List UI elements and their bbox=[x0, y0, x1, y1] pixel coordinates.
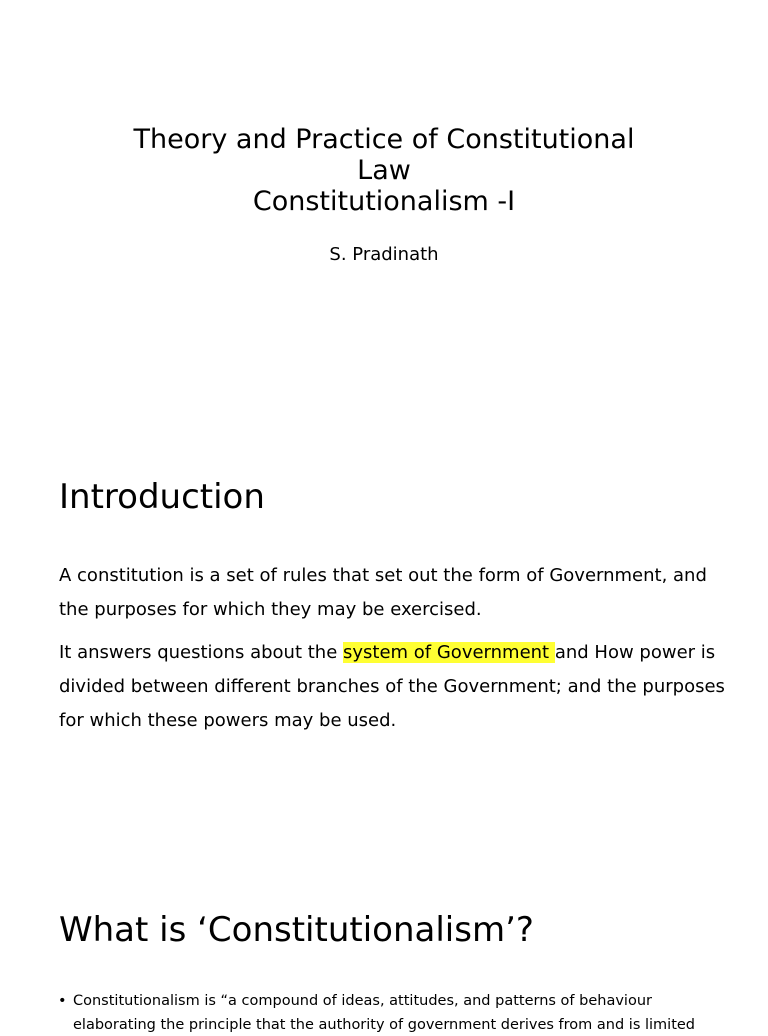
title-line: Law bbox=[357, 155, 411, 186]
paragraph-text: A constitution is a set of rules that set out the form of Government, and the purposes for which they may be exercised. bbox=[59, 565, 707, 620]
bullet-text: Constitutionalism is “a compound of ideas, attitudes, and patterns of behaviour bbox=[73, 993, 652, 1009]
paragraph-text bbox=[59, 636, 729, 738]
paragraph-text-start: It answers questions about the bbox=[59, 642, 343, 663]
constitutionalism-slide bbox=[0, 864, 768, 1033]
slide-heading: What is ‘Constitutionalism’? bbox=[59, 910, 534, 950]
bullet-text-continued: elaborating the principle that the authority of government derives from and is limited bbox=[73, 1017, 695, 1033]
highlighted-text: system of Government bbox=[342, 642, 555, 663]
title-line: Theory and Practice of Constitutional bbox=[133, 124, 635, 155]
bullet-icon: • bbox=[58, 993, 67, 1009]
author-name: S. Pradinath bbox=[329, 244, 439, 265]
body-paragraph bbox=[59, 636, 729, 738]
title-slide bbox=[0, 0, 768, 432]
body-paragraph bbox=[59, 559, 729, 627]
paragraph-text-end: and How power is divided between different branches of the Government; and the purposes for which these powers may be used. bbox=[59, 642, 725, 731]
presentation-title bbox=[60, 124, 708, 217]
subtitle-line: Constitutionalism -I bbox=[252, 186, 516, 217]
bullet-item bbox=[58, 990, 758, 1012]
introduction-slide bbox=[0, 432, 768, 864]
slide-heading: Introduction bbox=[59, 477, 265, 517]
